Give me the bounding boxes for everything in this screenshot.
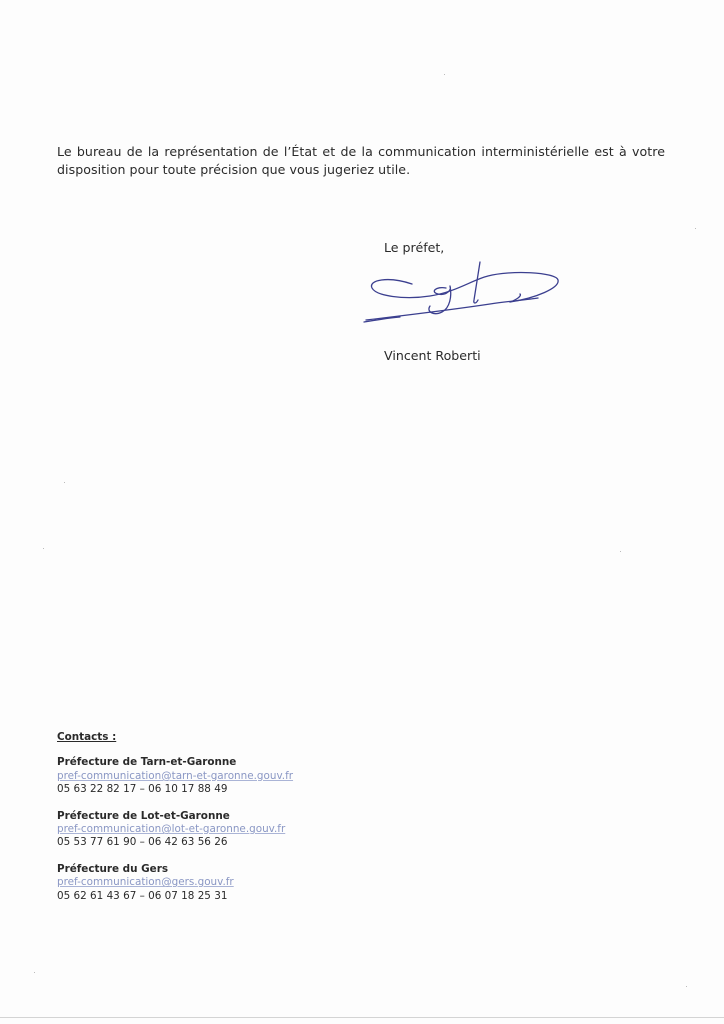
body-paragraph: Le bureau de la représentation de l’État et de la communication interministérielle est à votre disposition pour toute précision que vous jugeriez utile. bbox=[57, 144, 665, 177]
scan-speck bbox=[64, 482, 65, 483]
scan-speck bbox=[686, 986, 687, 987]
contact-block bbox=[57, 756, 357, 796]
page-bottom-edge bbox=[0, 1017, 724, 1018]
signatory-name: Vincent Roberti bbox=[384, 348, 481, 363]
contact-block bbox=[57, 863, 357, 903]
contacts-heading: Contacts : bbox=[57, 731, 117, 743]
contact-email-link[interactable]: pref-communication@tarn-et-garonne.gouv.fr bbox=[57, 769, 294, 782]
contact-phones: 05 63 22 82 17 – 06 10 17 88 49 bbox=[57, 783, 228, 796]
contact-block bbox=[57, 810, 357, 850]
contact-email-link[interactable]: pref-communication@lot-et-garonne.gouv.fr bbox=[57, 823, 286, 836]
contact-phones: 05 53 77 61 90 – 06 42 63 56 26 bbox=[57, 836, 228, 849]
closing-salutation: Le préfet, bbox=[384, 240, 445, 255]
contact-name: Préfecture de Lot-et-Garonne bbox=[57, 809, 230, 822]
contact-phones: 05 62 61 43 67 – 06 07 18 25 31 bbox=[57, 889, 228, 902]
contact-name: Préfecture de Tarn-et-Garonne bbox=[57, 756, 237, 769]
contacts-section bbox=[57, 731, 357, 916]
scan-speck bbox=[34, 972, 35, 973]
handwritten-signature bbox=[360, 258, 568, 328]
scan-speck bbox=[695, 228, 696, 229]
scan-speck bbox=[620, 551, 621, 552]
contact-email-link[interactable]: pref-communication@gers.gouv.fr bbox=[57, 876, 234, 889]
scan-speck bbox=[43, 548, 44, 549]
scan-speck bbox=[444, 74, 445, 75]
contact-name: Préfecture du Gers bbox=[57, 862, 169, 875]
